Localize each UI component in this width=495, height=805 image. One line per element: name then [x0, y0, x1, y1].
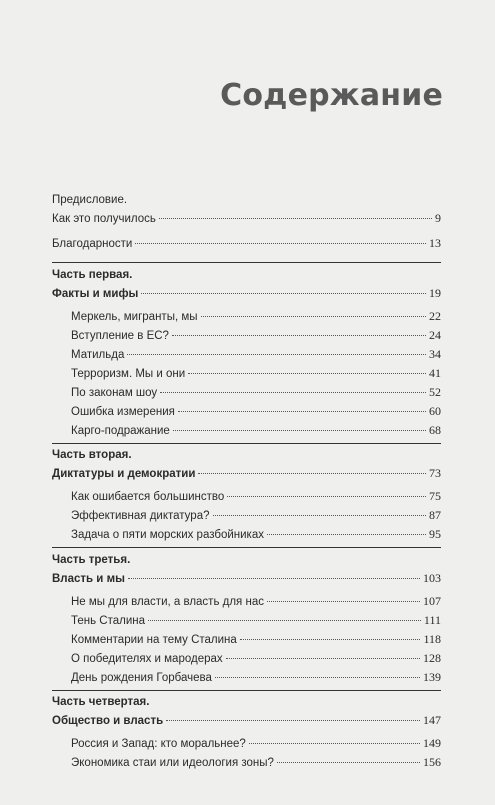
- toc-entry: Комментарии на тему Сталина 118: [71, 632, 441, 646]
- leader-dots: [240, 639, 421, 640]
- toc-entry: О победителях и мародерах 128: [71, 651, 441, 665]
- toc-entry: Ошибка измерения 60: [71, 404, 441, 418]
- toc-entry: Карго-подражание 68: [71, 423, 441, 437]
- leader-dots: [148, 620, 421, 621]
- toc-entry: Задача о пяти морских разбойниках 95: [71, 527, 441, 541]
- toc-entry: Терроризм. Мы и они 41: [71, 366, 441, 380]
- part-label: Часть третья.: [52, 554, 131, 566]
- toc-entry-preface: Как это получилось 9: [52, 211, 441, 225]
- toc-entry: По законам шоу 52: [71, 385, 441, 399]
- part-separator: [52, 547, 441, 548]
- toc-entry: Как ошибается большинство 75: [71, 489, 441, 503]
- toc-entry-thanks: Благодарности 13: [52, 236, 441, 250]
- leader-dots: [128, 578, 420, 579]
- preface-label: Предисловие.: [52, 194, 128, 206]
- page-title: Содержание: [220, 78, 443, 113]
- leader-dots: [201, 316, 426, 317]
- leader-dots: [166, 720, 420, 721]
- leader-dots: [198, 473, 426, 474]
- leader-dots: [178, 411, 426, 412]
- leader-dots: [188, 373, 426, 374]
- leader-dots: [249, 743, 420, 744]
- toc-entry: Матильда 34: [71, 347, 441, 361]
- leader-dots: [226, 658, 420, 659]
- toc-entry: Вступление в ЕС? 24: [71, 328, 441, 342]
- part-label: Часть вторая.: [52, 449, 132, 461]
- leader-dots: [172, 335, 426, 336]
- part-separator: [52, 262, 441, 263]
- leader-dots: [267, 601, 420, 602]
- leader-dots: [173, 430, 426, 431]
- part-separator: [52, 443, 441, 444]
- part-separator: [52, 690, 441, 691]
- leader-dots: [160, 392, 426, 393]
- leader-dots: [277, 762, 420, 763]
- toc-entry: День рождения Горбачева 139: [71, 670, 441, 684]
- part-label: Часть четвертая.: [52, 696, 150, 708]
- leader-dots: [159, 218, 432, 219]
- toc-part-heading: Факты и мифы 19: [52, 286, 441, 300]
- toc-entry: Тень Сталина 111: [71, 613, 441, 627]
- leader-dots: [215, 677, 420, 678]
- toc-entry: Меркель, мигранты, мы 22: [71, 309, 441, 323]
- leader-dots: [127, 354, 426, 355]
- leader-dots: [141, 293, 426, 294]
- leader-dots: [227, 496, 426, 497]
- leader-dots: [135, 243, 426, 244]
- toc-entry: Россия и Запад: кто моральнее? 149: [71, 736, 441, 750]
- leader-dots: [267, 534, 426, 535]
- toc-part-heading: Власть и мы 103: [52, 571, 441, 585]
- toc-entry: Экономика стаи или идеология зоны? 156: [71, 755, 441, 769]
- toc-part-heading: Диктатуры и демократии 73: [52, 466, 441, 480]
- toc-part-heading: Общество и власть 147: [52, 713, 441, 727]
- leader-dots: [213, 515, 427, 516]
- part-label: Часть первая.: [52, 269, 133, 281]
- toc-entry: Эффективная диктатура? 87: [71, 508, 441, 522]
- toc-entry: Не мы для власти, а власть для нас 107: [71, 594, 441, 608]
